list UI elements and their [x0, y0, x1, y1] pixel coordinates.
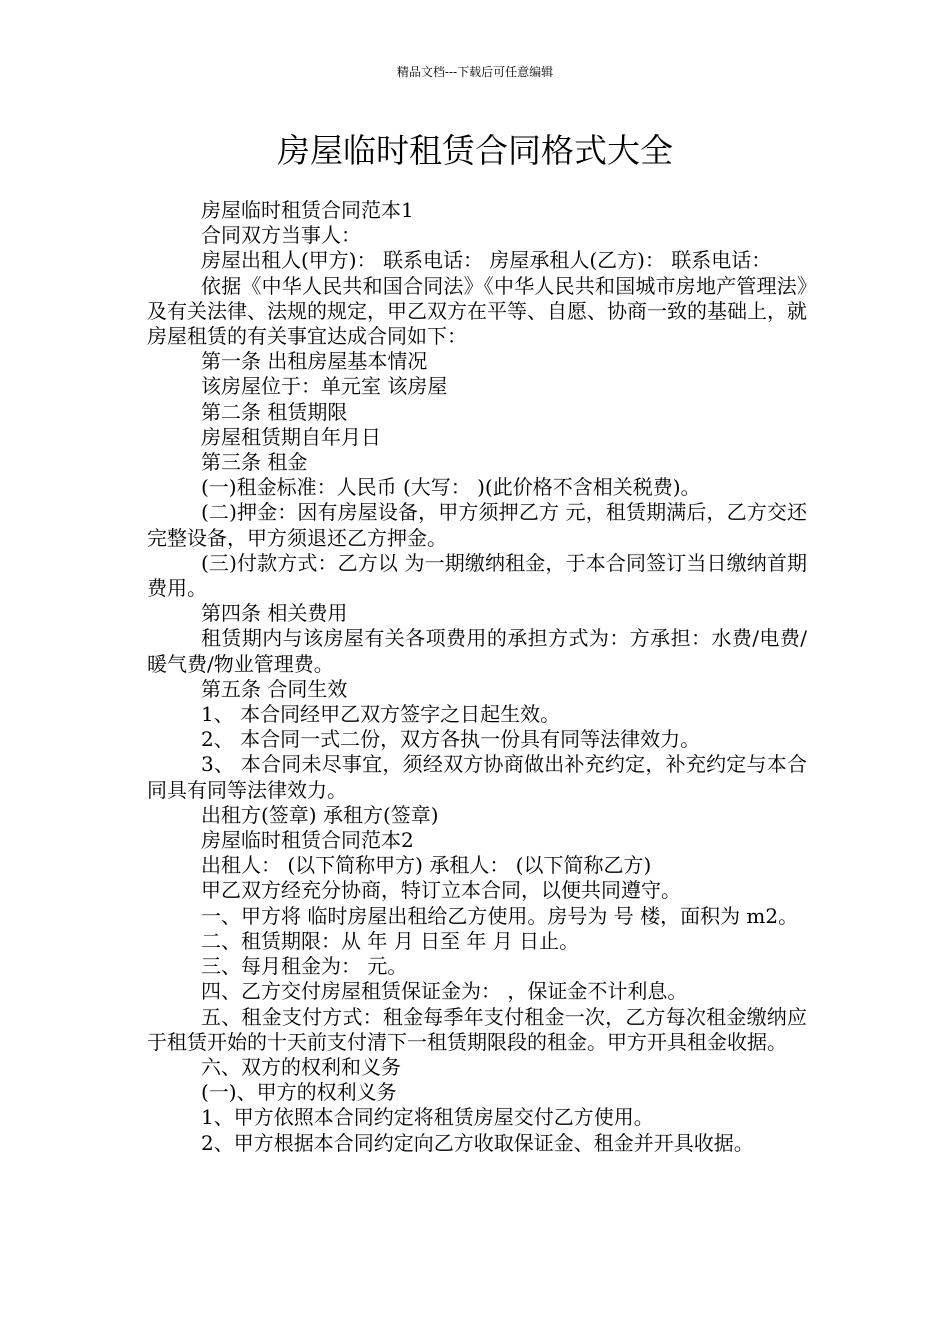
paragraph: (一)租金标准：人民币 (大写： )(此价格不含相关税费)。 [201, 475, 701, 500]
paragraph: (一)、甲方的权利义务 [201, 1080, 397, 1105]
paragraph: 1、 本合同经甲乙双方签字之日起生效。 [201, 702, 561, 727]
paragraph: 1、甲方依照本合同约定将租赁房屋交付乙方使用。 [201, 1105, 654, 1130]
paragraph: 一、甲方将 临时房屋出租给乙方使用。房号为 号 楼，面积为 m2。 [201, 903, 799, 928]
paragraph: 房屋临时租赁合同范本1 [201, 198, 414, 222]
paragraph: 出租人： (以下简称甲方) 承租人： (以下简称乙方) [201, 853, 652, 878]
paragraph: 第三条 租金 [201, 450, 308, 475]
paragraph: 三、每月租金为： 元。 [201, 954, 408, 979]
paragraph: 租赁期内与该房屋有关各项费用的承担方式为：方承担：水费/电费/暖气费/物业管理费。 [147, 626, 807, 676]
paragraph: 第五条 合同生效 [201, 676, 348, 701]
paragraph: 第四条 相关费用 [201, 601, 348, 626]
paragraph: 第二条 租赁期限 [201, 399, 348, 424]
paragraph: 合同双方当事人： [201, 223, 361, 248]
paragraph: 二、租赁期限：从 年 月 日至 年 月 日止。 [201, 928, 580, 953]
paragraph: 出租方(签章) 承租方(签章) [201, 802, 439, 827]
document-title: 房屋临时租赁合同格式大全 [277, 131, 673, 170]
paragraph: 依据《中华人民共和国合同法》《中华人民共和国城市房地产管理法》及有关法律、法规的规定，甲乙双方在平等、自愿、协商一致的基础上，就房屋租赁的有关事宜达成合同如下： [147, 273, 807, 349]
paragraph: (二)押金：因有房屋设备，甲方须押乙方 元，租赁期满后，乙方交还完整设备，甲方须退还乙方押金。 [147, 500, 807, 550]
paragraph: 3、 本合同未尽事宜，须经双方协商做出补充约定，补充约定与本合同具有同等法律效力。 [147, 752, 807, 802]
paragraph: 五、租金支付方式：租金每季年支付租金一次，乙方每次租金缴纳应于租赁开始的十天前支付清下一租赁期限段的租金。甲方开具租金收据。 [147, 1004, 807, 1054]
paragraph: (三)付款方式：乙方以 为一期缴纳租金，于本合同签订当日缴纳首期费用。 [147, 550, 807, 601]
paragraph: 第一条 出租房屋基本情况 [201, 349, 428, 374]
paragraph: 六、双方的权利和义务 [201, 1054, 401, 1079]
paragraph: 2、甲方根据本合同约定向乙方收取保证金、租金并开具收据。 [201, 1130, 754, 1155]
paragraph: 四、乙方交付房屋租赁保证金为： ，保证金不计利息。 [201, 979, 688, 1004]
document-body [147, 198, 807, 1156]
page-header: 精品文档---下载后可任意编辑 [396, 65, 554, 79]
paragraph: 甲乙双方经充分协商，特订立本合同，以便共同遵守。 [201, 878, 681, 903]
paragraph: 房屋租赁期自年月日 [201, 424, 381, 449]
paragraph: 房屋临时租赁合同范本2 [201, 828, 414, 853]
paragraph: 该房屋位于：单元室 该房屋 [201, 374, 448, 399]
paragraph: 2、 本合同一式二份，双方各执一份具有同等法律效力。 [201, 727, 701, 752]
paragraph: 房屋出租人(甲方)： 联系电话： 房屋承租人(乙方)： 联系电话： [201, 248, 772, 273]
